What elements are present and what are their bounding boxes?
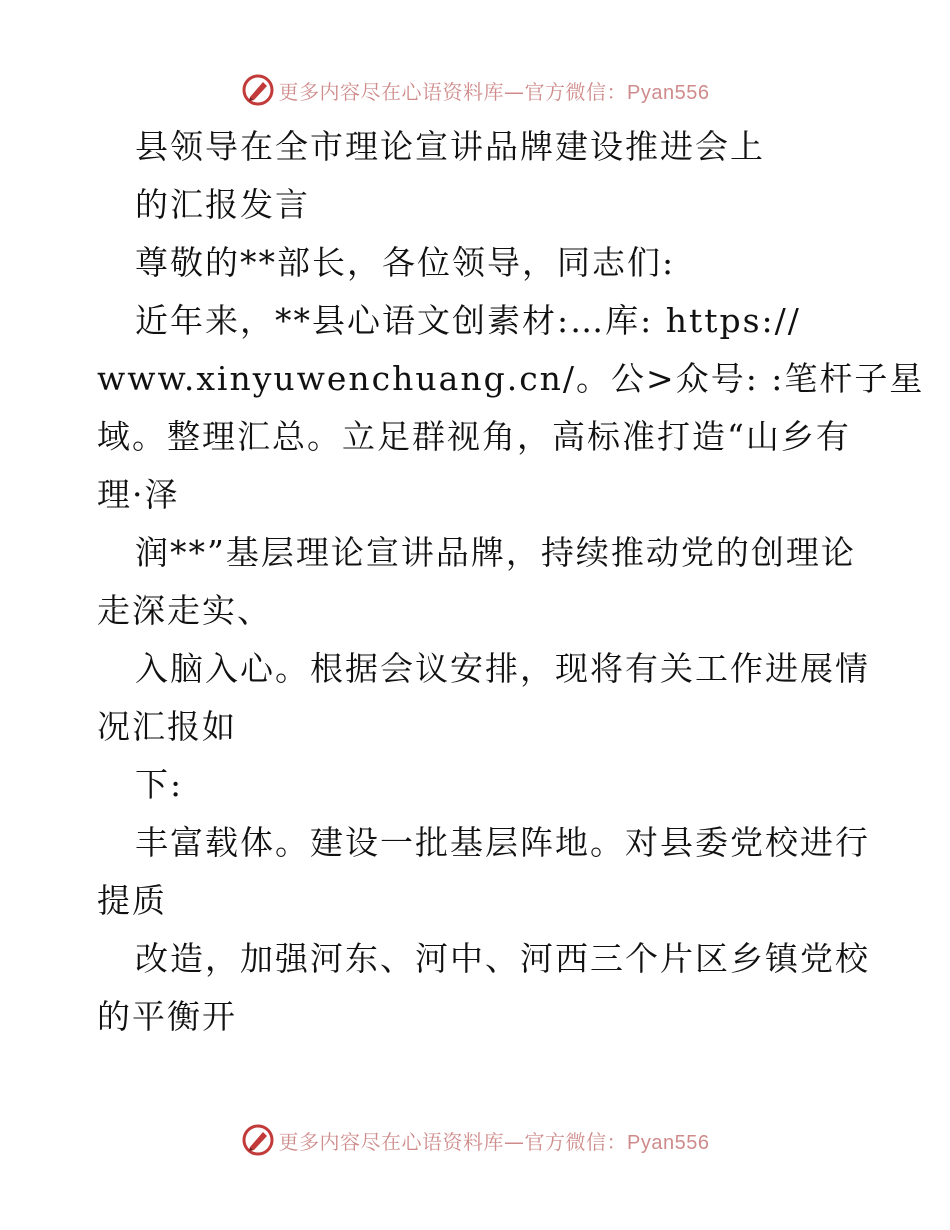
paragraph-line: 的平衡开 (97, 997, 237, 1036)
footer-watermark (0, 1120, 950, 1160)
paragraph-line: 况汇报如 (97, 707, 237, 746)
paragraph-line: 近年来，**县心语文创素材:…库: https:// (135, 301, 801, 340)
doc-title-line-1: 县领导在全市理论宣讲品牌建设推进会上 (135, 127, 765, 166)
paragraph-line: 域。整理汇总。立足群视角，高标准打造“山乡有 (97, 417, 851, 456)
pen-logo-icon (241, 1123, 275, 1157)
doc-title-line-2: 的汇报发言 (135, 185, 310, 224)
salutation: 尊敬的**部长，各位领导，同志们: (135, 243, 676, 282)
paragraph-line: 理·泽 (97, 475, 180, 514)
document-body (97, 118, 925, 1046)
header-watermark (0, 70, 950, 110)
paragraph-line: 入脑入心。根据会议安排，现将有关工作进展情 (135, 649, 870, 688)
paragraph-line: 润**”基层理论宣讲品牌，持续推动党的创理论 (135, 533, 856, 572)
header-watermark-text: 更多内容尽在心语资料库—官方微信：Pyan556 (278, 79, 710, 104)
paragraph-line: www.xinyuwenchuang.cn/。公>众号: :笔杆子星 (97, 359, 925, 398)
footer-watermark-text: 更多内容尽在心语资料库—官方微信：Pyan556 (278, 1129, 710, 1154)
paragraph-line: 下: (135, 765, 184, 804)
paragraph-line: 丰富载体。建设一批基层阵地。对县委党校进行 (135, 823, 870, 862)
paragraph-line: 走深走实、 (97, 591, 272, 630)
paragraph-line: 改造，加强河东、河中、河西三个片区乡镇党校 (135, 939, 870, 978)
paragraph-line: 提质 (97, 881, 167, 920)
pen-logo-icon (241, 73, 275, 107)
